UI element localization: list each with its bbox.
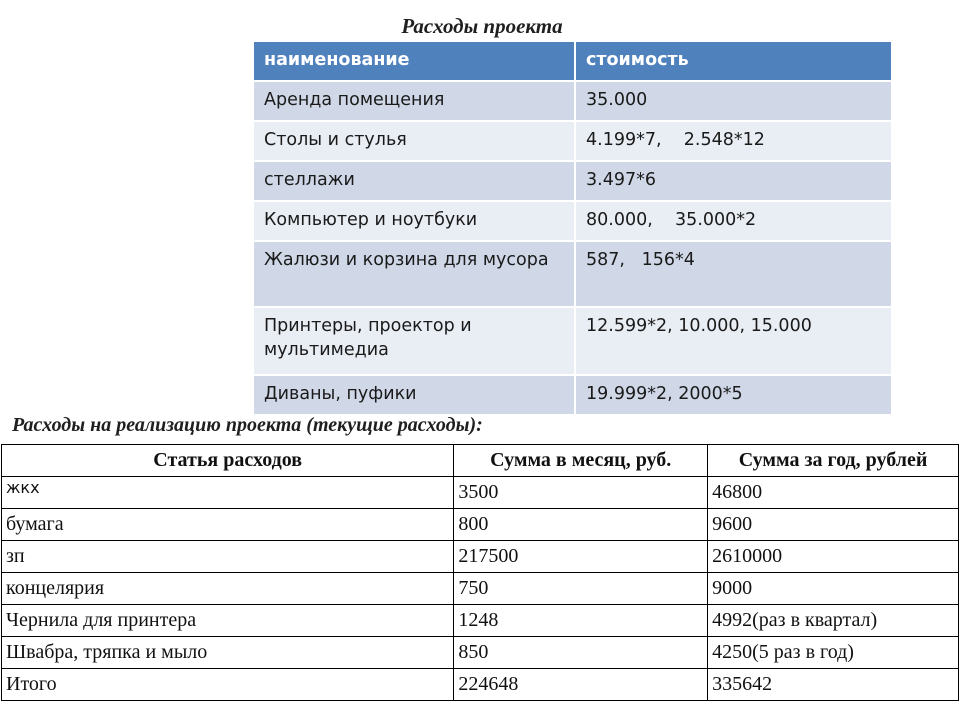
column-header-yearly: Сумма за год, рублей bbox=[708, 445, 959, 477]
item-name: Диваны, пуфики bbox=[254, 376, 576, 416]
monthly-amount: 217500 bbox=[454, 541, 708, 573]
yearly-amount: 4250(5 раз в год) bbox=[708, 637, 959, 669]
item-cost: 80.000, 35.000*2 bbox=[576, 202, 893, 242]
yearly-amount: 9600 bbox=[708, 509, 959, 541]
item-cost: 19.999*2, 2000*5 bbox=[576, 376, 893, 416]
item-name: Столы и стулья bbox=[254, 122, 576, 162]
yearly-amount: 9000 bbox=[708, 573, 959, 605]
item-name: Аренда помещения bbox=[254, 82, 576, 122]
table-row bbox=[2, 573, 959, 605]
yearly-amount: 46800 bbox=[708, 477, 959, 509]
item-cost: 12.599*2, 10.000, 15.000 bbox=[576, 308, 893, 376]
expense-name: концелярия bbox=[2, 573, 454, 605]
table-row bbox=[254, 308, 893, 376]
table-header-row bbox=[254, 42, 893, 82]
table-row bbox=[2, 509, 959, 541]
monthly-amount: 850 bbox=[454, 637, 708, 669]
table-row bbox=[254, 122, 893, 162]
item-name: стеллажи bbox=[254, 162, 576, 202]
table-row bbox=[254, 202, 893, 242]
table-header-row bbox=[2, 445, 959, 477]
monthly-amount: 224648 bbox=[454, 669, 708, 701]
item-cost: 4.199*7, 2.548*12 bbox=[576, 122, 893, 162]
table-row bbox=[2, 541, 959, 573]
table-row bbox=[2, 637, 959, 669]
yearly-amount: 335642 bbox=[708, 669, 959, 701]
project-costs-title: Расходы проекта bbox=[401, 14, 563, 38]
table-row bbox=[2, 605, 959, 637]
current-costs-title: Расходы на реализацию проекта (текущие расходы): bbox=[12, 414, 483, 436]
yearly-amount: 2610000 bbox=[708, 541, 959, 573]
column-header-cost: стоимость bbox=[576, 42, 893, 82]
column-header-expense: Статья расходов bbox=[2, 445, 454, 477]
expense-name: Чернила для принтера bbox=[2, 605, 454, 637]
item-name: Принтеры, проектор и мультимедиа bbox=[254, 308, 576, 376]
monthly-amount: 1248 bbox=[454, 605, 708, 637]
monthly-amount: 750 bbox=[454, 573, 708, 605]
expense-name: Швабра, тряпка и мыло bbox=[2, 637, 454, 669]
item-cost: 35.000 bbox=[576, 82, 893, 122]
current-costs-table bbox=[1, 444, 959, 701]
expense-name: бумага bbox=[2, 509, 454, 541]
table-row bbox=[2, 669, 959, 701]
column-header-name: наименование bbox=[254, 42, 576, 82]
table-row bbox=[254, 82, 893, 122]
item-name: Компьютер и ноутбуки bbox=[254, 202, 576, 242]
expense-name: Итого bbox=[2, 669, 454, 701]
item-cost: 3.497*6 bbox=[576, 162, 893, 202]
table-row bbox=[254, 162, 893, 202]
item-name: Жалюзи и корзина для мусора bbox=[254, 242, 576, 308]
table-row bbox=[254, 376, 893, 416]
monthly-amount: 800 bbox=[454, 509, 708, 541]
item-cost: 587, 156*4 bbox=[576, 242, 893, 308]
expense-name: жкх bbox=[2, 477, 454, 509]
column-header-monthly: Сумма в месяц, руб. bbox=[454, 445, 708, 477]
table-row bbox=[254, 242, 893, 308]
table-row bbox=[2, 477, 959, 509]
expense-name: зп bbox=[2, 541, 454, 573]
yearly-amount: 4992(раз в квартал) bbox=[708, 605, 959, 637]
monthly-amount: 3500 bbox=[454, 477, 708, 509]
project-costs-table bbox=[254, 42, 893, 416]
